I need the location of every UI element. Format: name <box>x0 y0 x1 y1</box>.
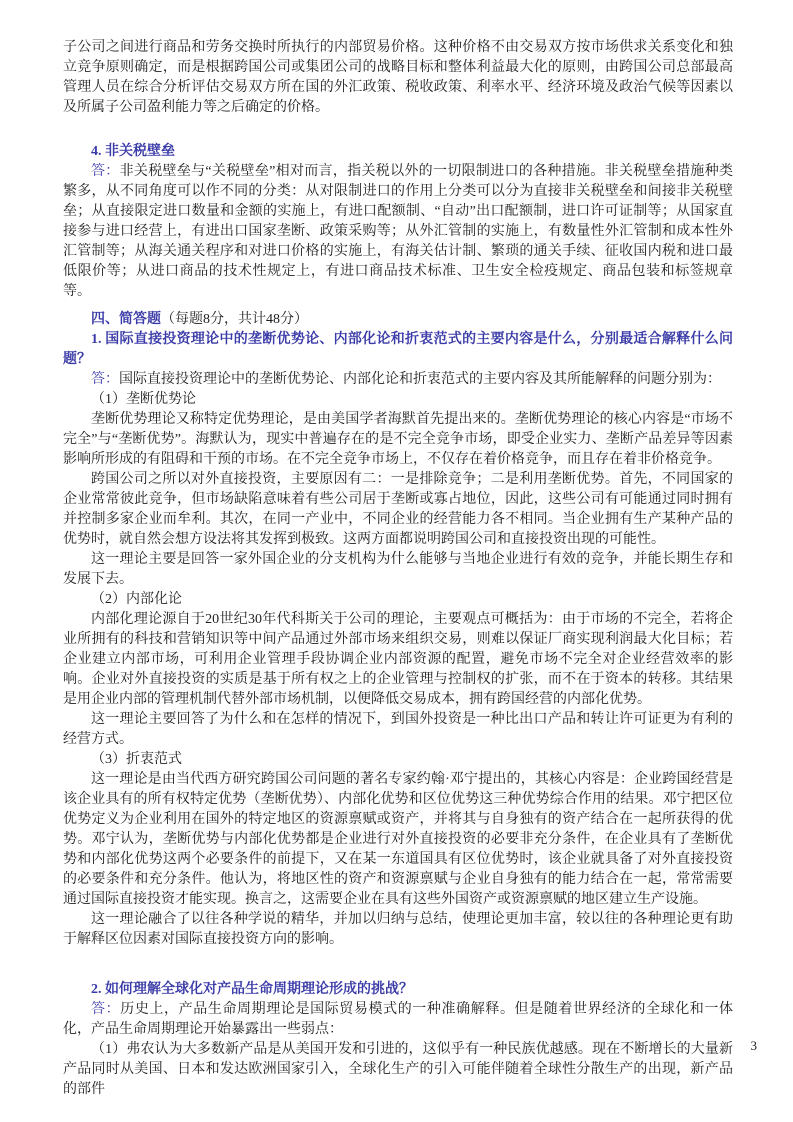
internalization-paragraph-1: 内部化理论源自于20世纪30年代科斯关于公司的理论，主要观点可概括为：由于市场的不完全，若将企业所拥有的科技和营销知识等中间产品通过外部市场来组织交易，则难以保证厂商实现利润最大化目标；若企业建立内部市场，可利用企业管理手段协调企业内部资源的配置，避免市场不完全对企业经营效率的影响。企业对外直接投资的实质是基于所有权之上的企业管理与控制权的扩张，而不在于资本的转移。其结果是用企业内部的管理机制代替外部市场机制，以便降低交易成本，拥有跨国经营的内部化优势。 <box>63 612 733 707</box>
monopoly-advantage-paragraph-2: 跨国公司之所以对外直接投资，主要原因有二：一是排除竞争；二是利用垄断优势。首先，不同国家的企业常常彼此竞争，但市场缺陷意味着有些公司居于垄断或寡占地位，因此，这些公司有可能通过同时拥有并控制多家企业而牟利。其次，在同一产业中，不同企业的经营能力各不相同。当企业拥有生产某种产品的优势时，就自然会想方设法将其发挥到极致。这两方面都说明跨国公司和直接投资出现的可能性。 <box>63 472 733 547</box>
answer-text: 国际直接投资理论中的垄断优势论、内部化论和折衷范式的主要内容及其所能解释的问题分别为： <box>119 372 721 387</box>
section-4-heading <box>63 310 733 330</box>
question-1-answer-intro <box>63 370 733 390</box>
page-number: 3 <box>750 1038 757 1053</box>
answer-text: 历史上，产品生命周期理论是国际贸易模式的一种准确解释。但是随着世界经济的全球化和一体化，产品生命周期理论开始暴露出一些弱点： <box>63 1002 734 1037</box>
document-body <box>63 38 733 1100</box>
eclectic-paradigm-paragraph-1: 这一理论是由当代西方研究跨国公司问题的著名专家约翰·邓宁提出的，其核心内容是：企业跨国经营是该企业具有的所有权特定优势（垄断优势）、内部化优势和区位优势这三种优势综合作用的结果。邓宁把区位优势定义为企业利用在国外的特定地区的资源禀赋或资产，并将其与自身独有的资产结合在一起所获得的优势。邓宁认为，垄断优势与内部化优势都是企业进行对外直接投资的必要非充分条件，在企业具有了垄断优势和内部化优势这两个必要条件的前提下，又在某一东道国具有区位优势时，该企业就具备了对外直接投资的必要条件和充分条件。他认为，将地区性的资产和资源禀赋与企业自身独有的能力结合在一起，常常需要通过国际直接投资才能实现。换言之，这需要企业在具有这些外国资产或资源禀赋的地区建立生产设施。 <box>63 772 733 907</box>
section-4-points: （每题8分，共计48分） <box>161 312 308 327</box>
section-4-title: 四、简答题 <box>91 312 161 327</box>
monopoly-advantage-paragraph-3: 这一理论主要是回答一家外国企业的分支机构为什么能够与当地企业进行有效的竞争，并能长期生存和发展下去。 <box>63 552 733 587</box>
monopoly-advantage-paragraph-1: 垄断优势理论又称特定优势理论，是由美国学者海默首先提出来的。垄断优势理论的核心内容是“市场不完全”与“垄断优势”。海默认为，现实中普遍存在的是不完全竞争市场，即受企业实力、垄断产品差异等因素影响所形成的有阻碍和干预的市场。在不完全竞争市场上，不仅存在着价格竞争，而且存在着非价格竞争。 <box>63 412 733 467</box>
internalization-paragraph-2: 这一理论主要回答了为什么和在怎样的情况下，到国外投资是一种比出口产品和转让许可证更为有利的经营方式。 <box>63 712 733 747</box>
continued-paragraph: 子公司之间进行商品和劳务交换时所执行的内部贸易价格。这种价格不由交易双方按市场供求关系变化和独立竞争原则确定，而是根据跨国公司或集团公司的战略目标和整体利益最大化的原则，由跨国公司总部最高管理人员在综合分析评估交易双方所在国的外汇政策、税收政策、利率水平、经济环境及政治气候等因素以及所属子公司盈利能力等之后确定的价格。 <box>63 40 733 115</box>
question-4-heading: 4. 非关税壁垒 <box>91 144 175 159</box>
question-2-point-1: （1）弗农认为大多数新产品是从美国开发和引进的，这似乎有一种民族优越感。现在不断增长的大量新产品同时从美国、日本和发达欧洲国家引入，全球化生产的引入可能伴随着全球性分散生产的出现，新产品的部件 <box>63 1042 733 1097</box>
subsection-2-heading: （2）内部化论 <box>91 592 182 607</box>
question-1-heading: 1. 国际直接投资理论中的垄断优势论、内部化论和折衷范式的主要内容是什么，分别最适合解释什么问题？ <box>63 332 733 367</box>
subsection-3-heading: （3）折衷范式 <box>91 752 182 767</box>
question-2-answer-intro <box>63 1000 733 1040</box>
answer-label: 答： <box>91 164 120 179</box>
answer-label: 答： <box>91 372 119 387</box>
question-2-heading: 2. 如何理解全球化对产品生命周期理论形成的挑战？ <box>91 982 413 997</box>
answer-label: 答： <box>91 1002 121 1017</box>
eclectic-paradigm-paragraph-2: 这一理论融合了以往各种学说的精华，并加以归纳与总结，使理论更加丰富，较以往的各种理论更有助于解释区位因素对国际直接投资方向的影响。 <box>63 912 733 947</box>
subsection-1-heading: （1）垄断优势论 <box>91 392 196 407</box>
answer-text: 非关税壁垒与“关税壁垒”相对而言，指关税以外的一切限制进口的各种措施。非关税壁垒措施种类繁多，从不同角度可以作不同的分类：从对限制进口的作用上分类可以分为直接非关税壁垒和间接非关税壁垒；从直接限定进口数量和金额的实施上，有进口配额制、“自动”出口配额制，进口许可证制等；从国家直接参与进口经营上，有进出口国家垄断、政策采购等；从外汇管制的实施上，有数量性外汇管制和成本性外汇管制等；从海关通关程序和对进口价格的实施上，有海关估计制、繁琐的通关手续、征收国内税和进口最低限价等；从进口商品的技术性规定上，有进口商品技术标准、卫生安全检疫规定、商品包装和标签规章等。 <box>63 164 733 299</box>
question-4-answer <box>63 162 733 302</box>
